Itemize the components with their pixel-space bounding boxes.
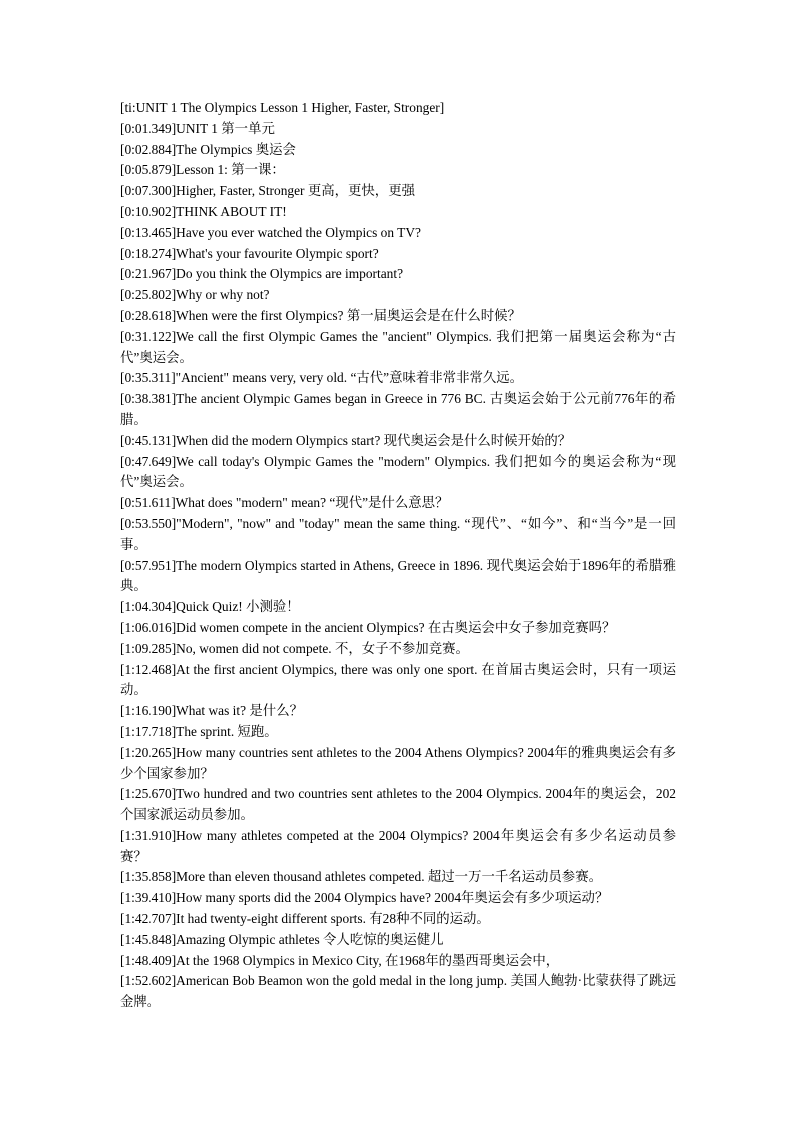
lyric-line: [0:01.349]UNIT 1 第一单元 <box>120 120 275 136</box>
lyric-line: [0:07.300]Higher, Faster, Stronger 更高，更快，更强 <box>120 183 415 199</box>
lyric-line: [0:35.311]"Ancient" means very, very old. “古代”意味着非常非常久远。 <box>120 370 524 386</box>
lyric-line: [1:39.410]How many sports did the 2004 Olympics have? 2004年奥运会有多少项运动？ <box>120 890 609 906</box>
lyric-line: [0:31.122]We call the first Olympic Games the "ancient" Olympics. 我们把第一届奥运会称为“古代”奥运会。 <box>120 328 676 365</box>
lyric-line: [1:42.707]It had twenty-eight different sports. 有28种不同的运动。 <box>120 911 490 927</box>
lyric-line: [1:04.304]Quick Quiz! 小测验！ <box>120 599 300 615</box>
lyric-line: [0:57.951]The modern Olympics started in Athens, Greece in 1896. 现代奥运会始于1896年的希腊雅典。 <box>120 557 676 594</box>
lyric-title-line: [ti:UNIT 1 The Olympics Lesson 1 Higher, Faster, Stronger] <box>120 100 445 115</box>
lyric-line: [0:10.902]THINK ABOUT IT! <box>120 203 287 219</box>
lyric-line: [0:47.649]We call today's Olympic Games the "modern" Olympics. 我们把如今的奥运会称为“现代”奥运会。 <box>120 453 676 490</box>
lyric-line: [0:25.802]Why or why not? <box>120 287 270 303</box>
lyric-line: [0:28.618]When were the first Olympics? 第一届奥运会是在什么时候？ <box>120 307 521 323</box>
lyrics-text-block <box>120 98 676 1013</box>
lyric-line: [1:20.265]How many countries sent athletes to the 2004 Athens Olympics? 2004年的雅典奥运会有多少个国家参加？ <box>120 744 676 781</box>
lyric-line: [1:35.858]More than eleven thousand athletes competed. 超过一万一千名运动员参赛。 <box>120 869 602 885</box>
lyric-line: [0:53.550]"Modern", "now" and "today" mean the same thing. “现代”、“如今”、和“当今”是一回事。 <box>120 515 676 552</box>
lyric-line: [1:17.718]The sprint. 短跑。 <box>120 723 278 739</box>
lyric-line: [0:51.611]What does "modern" mean? “现代”是什么意思？ <box>120 495 449 511</box>
lyric-line: [0:38.381]The ancient Olympic Games began in Greece in 776 BC. 古奥运会始于公元前776年的希腊。 <box>120 391 676 427</box>
lyric-line: [1:12.468]At the first ancient Olympics, there was only one sport. 在首届古奥运会时，只有一项运动。 <box>120 661 676 698</box>
lyric-line: [1:45.848]Amazing Olympic athletes 令人吃惊的奥运健儿 <box>120 931 444 947</box>
lyric-line: [1:25.670]Two hundred and two countries sent athletes to the 2004 Olympics. 2004年的奥运会，202个国家派运动员参加。 <box>120 786 676 823</box>
lyric-line: [0:21.967]Do you think the Olympics are important? <box>120 266 404 282</box>
lyric-line: [1:06.016]Did women compete in the ancient Olympics? 在古奥运会中女子参加竞赛吗？ <box>120 619 616 635</box>
lyric-line: [1:52.602]American Bob Beamon won the gold medal in the long jump. 美国人鲍勃·比蒙获得了跳远金牌。 <box>120 973 676 1010</box>
lyric-line: [0:02.884]The Olympics 奥运会 <box>120 141 296 157</box>
lyric-line: [0:05.879]Lesson 1: 第一课： <box>120 162 285 178</box>
lyric-line: [1:09.285]No, women did not compete. 不，女子不参加竞赛。 <box>120 640 469 656</box>
lyric-line: [0:18.274]What's your favourite Olympic sport? <box>120 245 379 261</box>
lyric-line: [0:13.465]Have you ever watched the Olympics on TV? <box>120 224 421 240</box>
lyric-line: [0:45.131]When did the modern Olympics start? 现代奥运会是什么时候开始的？ <box>120 432 572 448</box>
lyric-line: [1:16.190]What was it? 是什么？ <box>120 703 303 719</box>
lyric-line: [1:31.910]How many athletes competed at the 2004 Olympics? 2004年奥运会有多少名运动员参赛？ <box>120 827 676 864</box>
lyric-line: [1:48.409]At the 1968 Olympics in Mexico City, 在1968年的墨西哥奥运会中， <box>120 952 560 968</box>
